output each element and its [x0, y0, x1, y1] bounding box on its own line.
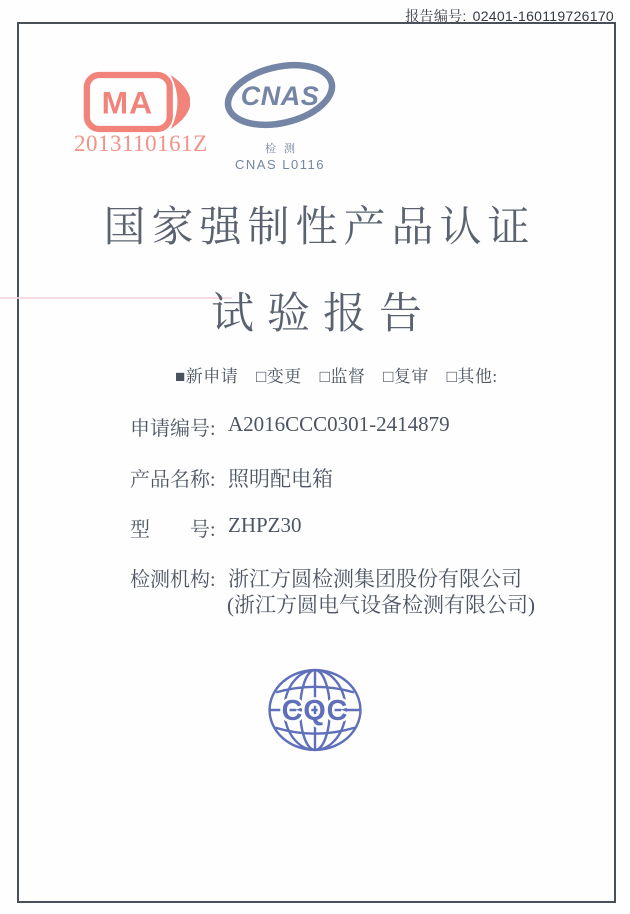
cqc-letters: CQC: [281, 695, 349, 728]
checkbox-other: □其他:: [446, 367, 498, 386]
field-label: 型 号:: [130, 519, 216, 541]
field-testing-agency: [130, 563, 522, 592]
field-value: 浙江方圆检测集团股份有限公司: [228, 567, 522, 591]
field-model-number: [130, 513, 302, 542]
checkbox-new-application: ■新申请: [175, 367, 239, 386]
field-value: A2016CCC0301-2414879: [228, 412, 450, 436]
report-number-value: 02401-160119726170: [472, 8, 614, 24]
cnas-letters: CNAS: [240, 81, 320, 111]
field-label: 产品名称:: [130, 469, 216, 491]
document-title-line2: 试验报告: [211, 291, 435, 338]
cnas-logo: [220, 58, 340, 172]
field-application-number: [130, 412, 450, 441]
field-label: 检测机构:: [130, 569, 216, 591]
field-value: 照明配电箱: [228, 467, 333, 491]
cnas-subtitle-cn: 检测: [265, 143, 303, 155]
cqc-mark-icon: [264, 662, 366, 758]
cma-number: 2013110161Z: [74, 131, 208, 156]
report-number-label: 报告编号:: [405, 8, 467, 24]
checkbox-change: □变更: [256, 367, 302, 386]
field-label: 申请编号:: [130, 418, 216, 440]
checkbox-supervision: □监督: [319, 367, 366, 386]
checkbox-review: □复审: [383, 367, 429, 386]
cnas-mark-icon: [222, 58, 338, 132]
application-type-row: [175, 362, 498, 387]
document-title-line1: 国家强制性产品认证: [103, 205, 536, 251]
cnas-lab-number: CNAS L0116: [235, 157, 325, 172]
cma-mark-icon: [82, 70, 190, 134]
field-value: ZHPZ30: [228, 513, 302, 537]
cma-letters: MA: [101, 84, 154, 121]
cqc-logo: [264, 662, 366, 763]
field-product-name: [130, 463, 333, 492]
field-testing-agency-line2: (浙江方圆电气设备检测有限公司): [227, 593, 535, 617]
cma-logo: [82, 70, 190, 139]
